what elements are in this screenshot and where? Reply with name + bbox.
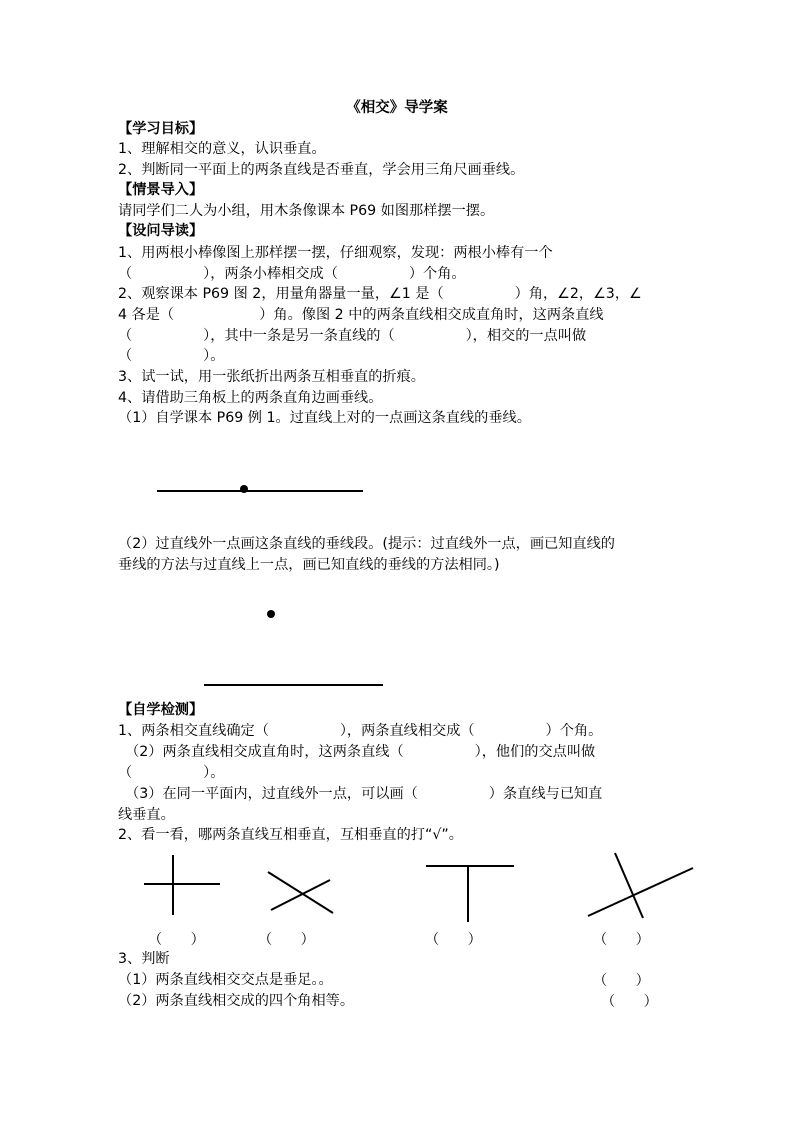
answer-paren-4[interactable]: （ ） — [593, 932, 650, 948]
answer-paren-3[interactable]: （ ） — [425, 932, 482, 948]
section-heading-scenario: 【情景导入】 — [118, 182, 204, 198]
point-on-line — [240, 485, 248, 493]
guide-q3: 3、试一试，用一张纸折出两条互相垂直的折痕。 — [118, 369, 425, 385]
line-with-point-on-it — [157, 485, 363, 493]
selfcheck-q3-line2: 线垂直。 — [118, 807, 175, 823]
selfcheck-q2-line1: （2）两条直线相交成直角时，这两条直线（ ），他们的交点叫做 — [118, 744, 596, 760]
guide-q2-line3: （ ），其中一条是另一条直线的（ ），相交的一点叫做 — [118, 328, 587, 344]
answer-paren-2[interactable]: （ ） — [258, 932, 315, 948]
goal-2: 2、判断同一平面上的两条直线是否垂直，学会用三角尺画垂线。 — [118, 162, 525, 178]
section-heading-goals: 【学习目标】 — [118, 121, 204, 137]
guide-q4-part2-line1: （2）过直线外一点画这条直线的垂线段。(提示：过直线外一点，画已知直线的 — [118, 536, 615, 552]
guide-q4-part1: （1）自学课本 P69 例 1。过直线上对的一点画这条直线的垂线。 — [118, 410, 531, 426]
figure4-line-b — [615, 853, 643, 918]
judge-heading: 3、判断 — [118, 951, 170, 967]
guide-q1-line2: （ ），两条小棒相交成（ ）个角。 — [118, 266, 466, 282]
page-title: 《相交》导学案 — [346, 100, 448, 116]
scenario-text: 请同学们二人为小组，用木条像课本 P69 如图那样摆一摆。 — [118, 203, 495, 219]
judge-item-1: （1）两条直线相交交点是垂足。。 — [118, 972, 333, 988]
point-outside-line — [267, 610, 275, 618]
selfcheck-q1: 1、两条相交直线确定（ ），两条直线相交成（ ）个角。 — [118, 723, 603, 739]
guide-q4: 4、请借助三角板上的两条直角边画垂线。 — [118, 390, 383, 406]
figure-oblique-crossing — [588, 853, 693, 918]
figure-t-shape — [426, 866, 514, 922]
selfcheck-q3-line1: （3）在同一平面内，过直线外一点，可以画（ ）条直线与已知直 — [118, 786, 603, 802]
selfcheck-q2-line2: （ ）。 — [118, 765, 225, 781]
figure4-line-a — [588, 868, 693, 916]
goal-1: 1、理解相交的意义，认识垂直。 — [118, 141, 326, 157]
guide-q1-line1: 1、用两根小棒像图上那样摆一摆，仔细观察，发现：两根小棒有一个 — [118, 245, 553, 261]
selfcheck-look-instruction: 2、看一看，哪两条直线互相垂直，互相垂直的打“√”。 — [118, 827, 463, 843]
judge-item-2: （2）两条直线相交成的四个角相等。 — [118, 993, 355, 1009]
guide-q2-line2: 4 各是（ ）角。像图 2 中的两条直线相交成直角时，这两条直线 — [118, 307, 604, 323]
answer-paren-1[interactable]: （ ） — [148, 932, 205, 948]
figure-x-crossing — [268, 872, 333, 913]
judge-answer-1[interactable]: （ ） — [593, 973, 650, 989]
figure-cross-perpendicular — [144, 855, 220, 915]
section-heading-guide: 【设问导读】 — [118, 223, 204, 239]
section-heading-selfcheck: 【自学检测】 — [118, 702, 204, 718]
guide-q4-part2-line2: 垂线的方法与过直线上一点，画已知直线的垂线的方法相同。) — [118, 557, 500, 573]
judge-answer-2[interactable]: （ ） — [601, 994, 658, 1010]
guide-q2-line4: （ ）。 — [118, 348, 225, 364]
line-with-point-outside — [204, 610, 383, 685]
guide-q2-line1: 2、观察课本 P69 图 2，用量角器量一量，∠1 是（ ）角，∠2，∠3，∠ — [118, 286, 642, 302]
